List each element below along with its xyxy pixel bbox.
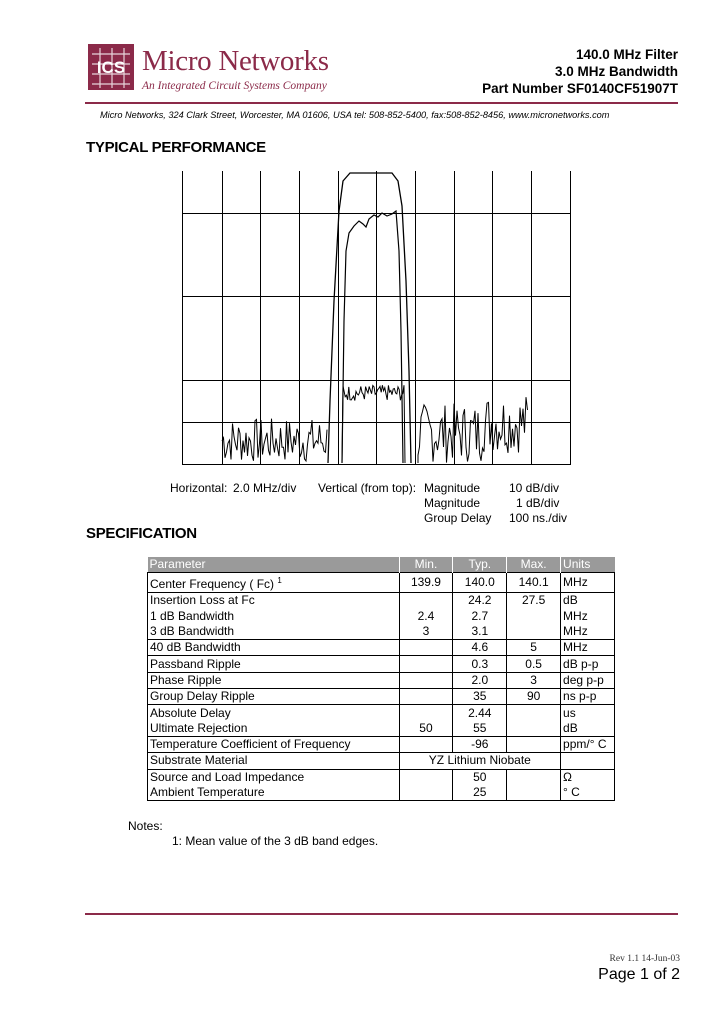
typ-cell: 25 (453, 785, 507, 801)
typ-cell: 24.2 (453, 593, 507, 609)
noise-trace (222, 397, 528, 463)
param-cell: 3 dB Bandwidth (148, 624, 400, 640)
param-cell: Center Frequency ( Fc) (150, 577, 275, 592)
page-number: Page 1 of 2 (598, 966, 680, 983)
param-cell: Ultimate Rejection (148, 721, 400, 737)
max-cell: 5 (507, 640, 561, 656)
part-number: Part Number SF0140CF51907T (482, 81, 678, 96)
typ-cell: 50 (453, 769, 507, 785)
group-delay-trace (342, 385, 405, 463)
magnitude-10db-trace (328, 173, 411, 463)
table-row (148, 640, 615, 656)
typ-cell: 140.0 (453, 573, 507, 593)
units-cell: MHz (561, 609, 615, 624)
param-cell: Substrate Material (148, 753, 400, 769)
table-header-row (148, 557, 615, 573)
param-cell: Temperature Coefficient of Frequency (148, 736, 400, 752)
min-cell: 139.9 (399, 573, 453, 593)
min-cell (399, 769, 453, 785)
max-cell: 90 (507, 689, 561, 705)
units-cell: MHz (561, 573, 615, 593)
typ-cell: 2.7 (453, 609, 507, 624)
units-cell: dB p-p (561, 656, 615, 672)
revision-text: Rev 1.1 14-Jun-03 (609, 954, 680, 964)
plot-grid (182, 171, 571, 465)
max-cell: 27.5 (507, 593, 561, 609)
address-line: Micro Networks, 324 Clark Street, Worcester, MA 01606, USA tel: 508-852-5400, fax:508-852-8456, www.micronetworks.com (100, 110, 610, 120)
table-row (148, 624, 615, 640)
min-cell (399, 672, 453, 688)
specification-heading: SPECIFICATION (86, 525, 197, 542)
param-cell: Ambient Temperature (148, 785, 400, 801)
specification-table (147, 557, 615, 801)
min-cell: 3 (399, 624, 453, 640)
trace-scale: 10 dB/div (509, 481, 560, 495)
max-cell (507, 624, 561, 640)
note-item: 1: Mean value of the 3 dB band edges. (172, 834, 379, 848)
header-rule (85, 102, 678, 104)
span-cell: YZ Lithium Niobate (399, 753, 560, 769)
logo-text: ICS (96, 58, 126, 77)
param-cell: Source and Load Impedance (148, 769, 400, 785)
table-row (148, 753, 615, 769)
table-row (148, 672, 615, 688)
param-cell: 1 dB Bandwidth (148, 609, 400, 624)
units-cell: ppm/° C (561, 736, 615, 752)
trace-name: Magnitude (424, 496, 481, 510)
trace-scale: 100 ns./div (509, 511, 568, 525)
max-cell: 140.1 (507, 573, 561, 593)
min-cell (399, 593, 453, 609)
param-cell: Phase Ripple (148, 672, 400, 688)
param-cell: 40 dB Bandwidth (148, 640, 400, 656)
units-cell: ° C (561, 785, 615, 801)
units-cell: deg p-p (561, 672, 615, 688)
title-line-1: 140.0 MHz Filter (575, 47, 678, 62)
column-header: Units (561, 557, 615, 573)
max-cell (507, 721, 561, 737)
typ-cell: 2.44 (453, 705, 507, 721)
trace-name: Magnitude (424, 481, 481, 495)
min-cell (399, 656, 453, 672)
typ-cell: 35 (453, 689, 507, 705)
table-row (148, 609, 615, 624)
column-header: Parameter (148, 557, 400, 573)
min-cell (399, 785, 453, 801)
table-row (148, 573, 615, 593)
min-cell (399, 689, 453, 705)
ics-logo (88, 44, 134, 90)
performance-plot (182, 171, 572, 465)
trace-scale: 1 dB/div (516, 496, 560, 510)
typ-cell: 55 (453, 721, 507, 737)
param-cell: Absolute Delay (148, 705, 400, 721)
units-cell: ns p-p (561, 689, 615, 705)
column-header: Min. (399, 557, 453, 573)
min-cell: 2.4 (399, 609, 453, 624)
units-cell: dB (561, 721, 615, 737)
units-cell: MHz (561, 640, 615, 656)
footer-rule (85, 913, 678, 915)
footnote-ref: 1 (277, 576, 282, 586)
notes-label: Notes: (128, 819, 163, 833)
max-cell (507, 705, 561, 721)
table-row (148, 656, 615, 672)
company-tagline: An Integrated Circuit Systems Company (142, 80, 327, 92)
magnitude-1db-trace (342, 211, 403, 463)
units-cell: Ω (561, 769, 615, 785)
max-cell (507, 785, 561, 801)
max-cell: 0.5 (507, 656, 561, 672)
min-cell (399, 736, 453, 752)
units-cell (561, 753, 615, 769)
table-row (148, 785, 615, 801)
table-row (148, 769, 615, 785)
trace-name: Group Delay (424, 511, 492, 525)
max-cell (507, 736, 561, 752)
param-cell: Group Delay Ripple (148, 689, 400, 705)
typ-cell: 4.6 (453, 640, 507, 656)
horizontal-label: Horizontal: (170, 481, 228, 495)
typ-cell: 0.3 (453, 656, 507, 672)
company-name: Micro Networks (142, 45, 329, 77)
table-row (148, 721, 615, 737)
min-cell (399, 705, 453, 721)
param-cell: Insertion Loss at Fc (148, 593, 400, 609)
typ-cell: 2.0 (453, 672, 507, 688)
min-cell (399, 640, 453, 656)
column-header: Typ. (453, 557, 507, 573)
units-cell: MHz (561, 624, 615, 640)
max-cell: 3 (507, 672, 561, 688)
table-row (148, 736, 615, 752)
min-cell: 50 (399, 721, 453, 737)
units-cell: dB (561, 593, 615, 609)
table-row (148, 593, 615, 609)
table-row (148, 705, 615, 721)
typ-cell: 3.1 (453, 624, 507, 640)
units-cell: us (561, 705, 615, 721)
param-cell: Passband Ripple (148, 656, 400, 672)
performance-heading: TYPICAL PERFORMANCE (86, 139, 266, 156)
title-line-2: 3.0 MHz Bandwidth (554, 64, 678, 79)
horizontal-value: 2.0 MHz/div (233, 481, 297, 495)
vertical-label: Vertical (from top): (318, 481, 417, 495)
column-header: Max. (507, 557, 561, 573)
max-cell (507, 609, 561, 624)
typ-cell: -96 (453, 736, 507, 752)
ics-logo-graphic (88, 44, 134, 90)
table-row (148, 689, 615, 705)
max-cell (507, 769, 561, 785)
